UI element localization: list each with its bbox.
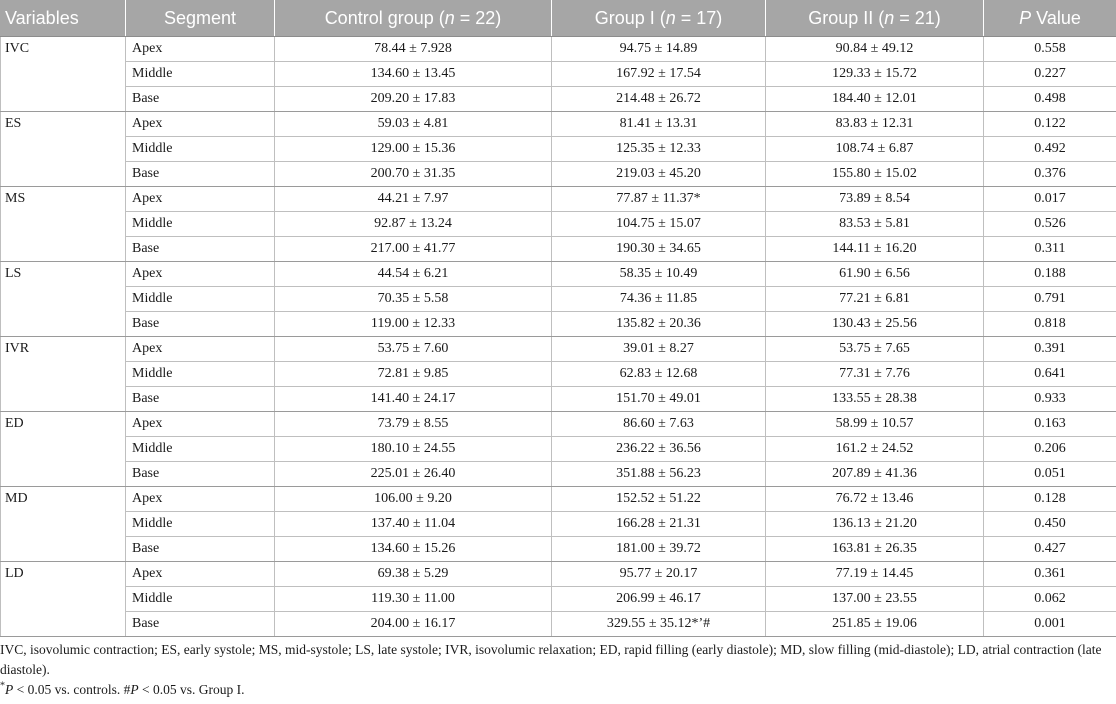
table-row bbox=[1, 37, 1116, 62]
p-symbol-1: P bbox=[5, 682, 14, 697]
header-p-value bbox=[984, 0, 1116, 37]
group1-value-cell: 152.52 ± 51.22 bbox=[552, 487, 766, 512]
table-row bbox=[1, 612, 1116, 637]
table-footnotes bbox=[0, 640, 1110, 700]
table-row bbox=[1, 437, 1116, 462]
control-value-cell: 73.79 ± 8.55 bbox=[275, 412, 552, 437]
variable-cell: IVC bbox=[1, 37, 126, 112]
p-value-cell: 0.051 bbox=[984, 462, 1116, 487]
group1-value-cell: 104.75 ± 15.07 bbox=[552, 212, 766, 237]
p-value-cell: 0.062 bbox=[984, 587, 1116, 612]
header-p-letter: P bbox=[1019, 7, 1032, 28]
group1-value-cell: 351.88 ± 56.23 bbox=[552, 462, 766, 487]
group1-value-cell: 94.75 ± 14.89 bbox=[552, 37, 766, 62]
table-row bbox=[1, 62, 1116, 87]
header-group2-prefix: Group II ( bbox=[808, 7, 885, 28]
header-control-group bbox=[275, 0, 552, 37]
group1-value-cell: 58.35 ± 10.49 bbox=[552, 262, 766, 287]
header-group2-n: n bbox=[884, 7, 895, 28]
header-row bbox=[1, 0, 1116, 37]
header-group1-prefix: Group I ( bbox=[594, 7, 666, 28]
header-group-1 bbox=[552, 0, 766, 37]
significance-footnote bbox=[0, 680, 1110, 700]
p-value-cell: 0.933 bbox=[984, 387, 1116, 412]
group2-value-cell: 163.81 ± 26.35 bbox=[766, 537, 984, 562]
significance-text-1: < 0.05 vs. controls. # bbox=[13, 682, 131, 697]
group2-value-cell: 144.11 ± 16.20 bbox=[766, 237, 984, 262]
segment-cell: Middle bbox=[126, 512, 275, 537]
group2-value-cell: 83.83 ± 12.31 bbox=[766, 112, 984, 137]
header-segment: Segment bbox=[126, 0, 275, 37]
table-row bbox=[1, 487, 1116, 512]
segment-cell: Apex bbox=[126, 112, 275, 137]
control-value-cell: 119.30 ± 11.00 bbox=[275, 587, 552, 612]
asterisk-symbol: * bbox=[0, 680, 5, 692]
group1-value-cell: 81.41 ± 13.31 bbox=[552, 112, 766, 137]
table-row bbox=[1, 537, 1116, 562]
header-p-suffix: Value bbox=[1031, 7, 1081, 28]
control-value-cell: 204.00 ± 16.17 bbox=[275, 612, 552, 637]
segment-cell: Base bbox=[126, 462, 275, 487]
table-row bbox=[1, 212, 1116, 237]
control-value-cell: 70.35 ± 5.58 bbox=[275, 287, 552, 312]
group2-value-cell: 83.53 ± 5.81 bbox=[766, 212, 984, 237]
control-value-cell: 225.01 ± 26.40 bbox=[275, 462, 552, 487]
segment-cell: Base bbox=[126, 537, 275, 562]
control-value-cell: 134.60 ± 15.26 bbox=[275, 537, 552, 562]
group2-value-cell: 76.72 ± 13.46 bbox=[766, 487, 984, 512]
group1-value-cell: 206.99 ± 46.17 bbox=[552, 587, 766, 612]
header-control-suffix: = 22) bbox=[454, 7, 502, 28]
table-row bbox=[1, 237, 1116, 262]
group1-value-cell: 125.35 ± 12.33 bbox=[552, 137, 766, 162]
group1-value-cell: 95.77 ± 20.17 bbox=[552, 562, 766, 587]
group2-value-cell: 77.19 ± 14.45 bbox=[766, 562, 984, 587]
control-value-cell: 44.54 ± 6.21 bbox=[275, 262, 552, 287]
control-value-cell: 200.70 ± 31.35 bbox=[275, 162, 552, 187]
group2-value-cell: 136.13 ± 21.20 bbox=[766, 512, 984, 537]
p-value-cell: 0.017 bbox=[984, 187, 1116, 212]
variable-cell: LS bbox=[1, 262, 126, 337]
segment-cell: Apex bbox=[126, 337, 275, 362]
variable-cell: MS bbox=[1, 187, 126, 262]
table-row bbox=[1, 587, 1116, 612]
control-value-cell: 69.38 ± 5.29 bbox=[275, 562, 552, 587]
p-value-cell: 0.526 bbox=[984, 212, 1116, 237]
group2-value-cell: 77.31 ± 7.76 bbox=[766, 362, 984, 387]
group2-value-cell: 184.40 ± 12.01 bbox=[766, 87, 984, 112]
control-value-cell: 53.75 ± 7.60 bbox=[275, 337, 552, 362]
control-value-cell: 44.21 ± 7.97 bbox=[275, 187, 552, 212]
significance-text-2: < 0.05 vs. Group I. bbox=[138, 682, 245, 697]
table-body bbox=[1, 37, 1116, 637]
group2-value-cell: 77.21 ± 6.81 bbox=[766, 287, 984, 312]
p-symbol-2: P bbox=[130, 682, 139, 697]
table-row bbox=[1, 137, 1116, 162]
group2-value-cell: 58.99 ± 10.57 bbox=[766, 412, 984, 437]
table-row bbox=[1, 262, 1116, 287]
p-value-cell: 0.001 bbox=[984, 612, 1116, 637]
segment-cell: Middle bbox=[126, 587, 275, 612]
group1-value-cell: 135.82 ± 20.36 bbox=[552, 312, 766, 337]
group2-value-cell: 108.74 ± 6.87 bbox=[766, 137, 984, 162]
group2-value-cell: 53.75 ± 7.65 bbox=[766, 337, 984, 362]
control-value-cell: 137.40 ± 11.04 bbox=[275, 512, 552, 537]
segment-cell: Base bbox=[126, 237, 275, 262]
group1-value-cell: 39.01 ± 8.27 bbox=[552, 337, 766, 362]
group1-value-cell: 62.83 ± 12.68 bbox=[552, 362, 766, 387]
p-value-cell: 0.498 bbox=[984, 87, 1116, 112]
header-variables: Variables bbox=[1, 0, 126, 37]
control-value-cell: 59.03 ± 4.81 bbox=[275, 112, 552, 137]
p-value-cell: 0.427 bbox=[984, 537, 1116, 562]
segment-cell: Apex bbox=[126, 187, 275, 212]
control-value-cell: 78.44 ± 7.928 bbox=[275, 37, 552, 62]
variable-cell: IVR bbox=[1, 337, 126, 412]
segment-cell: Apex bbox=[126, 412, 275, 437]
control-value-cell: 134.60 ± 13.45 bbox=[275, 62, 552, 87]
p-value-cell: 0.450 bbox=[984, 512, 1116, 537]
table-header bbox=[1, 0, 1116, 37]
header-group1-n: n bbox=[665, 7, 676, 28]
header-group1-suffix: = 17) bbox=[675, 7, 723, 28]
group1-value-cell: 190.30 ± 34.65 bbox=[552, 237, 766, 262]
table-row bbox=[1, 412, 1116, 437]
variable-cell: ED bbox=[1, 412, 126, 487]
abbreviations-footnote: IVC, isovolumic contraction; ES, early systole; MS, mid-systole; LS, late systole; IVR, isovolumic relaxation; ED, rapid filling (early diastole); MD, slow filling (mid-diastole); LD, atrial contraction (late diastole). bbox=[0, 642, 1102, 677]
segment-cell: Apex bbox=[126, 262, 275, 287]
p-value-cell: 0.492 bbox=[984, 137, 1116, 162]
p-value-cell: 0.361 bbox=[984, 562, 1116, 587]
table-row bbox=[1, 337, 1116, 362]
segment-cell: Base bbox=[126, 612, 275, 637]
group2-value-cell: 130.43 ± 25.56 bbox=[766, 312, 984, 337]
p-value-cell: 0.163 bbox=[984, 412, 1116, 437]
segment-cell: Base bbox=[126, 387, 275, 412]
segment-cell: Apex bbox=[126, 562, 275, 587]
p-value-cell: 0.391 bbox=[984, 337, 1116, 362]
table-row bbox=[1, 562, 1116, 587]
group1-value-cell: 151.70 ± 49.01 bbox=[552, 387, 766, 412]
table-row bbox=[1, 187, 1116, 212]
group1-value-cell: 166.28 ± 21.31 bbox=[552, 512, 766, 537]
p-value-cell: 0.376 bbox=[984, 162, 1116, 187]
p-value-cell: 0.641 bbox=[984, 362, 1116, 387]
p-value-cell: 0.311 bbox=[984, 237, 1116, 262]
p-value-cell: 0.128 bbox=[984, 487, 1116, 512]
segment-cell: Base bbox=[126, 312, 275, 337]
control-value-cell: 217.00 ± 41.77 bbox=[275, 237, 552, 262]
segment-cell: Base bbox=[126, 87, 275, 112]
variable-cell: ES bbox=[1, 112, 126, 187]
header-control-n: n bbox=[444, 7, 455, 28]
group2-value-cell: 207.89 ± 41.36 bbox=[766, 462, 984, 487]
table-row bbox=[1, 312, 1116, 337]
control-value-cell: 180.10 ± 24.55 bbox=[275, 437, 552, 462]
segment-cell: Middle bbox=[126, 62, 275, 87]
p-value-cell: 0.558 bbox=[984, 37, 1116, 62]
control-value-cell: 129.00 ± 15.36 bbox=[275, 137, 552, 162]
group1-value-cell: 181.00 ± 39.72 bbox=[552, 537, 766, 562]
control-value-cell: 119.00 ± 12.33 bbox=[275, 312, 552, 337]
p-value-cell: 0.818 bbox=[984, 312, 1116, 337]
group2-value-cell: 73.89 ± 8.54 bbox=[766, 187, 984, 212]
table-row bbox=[1, 462, 1116, 487]
variable-cell: LD bbox=[1, 562, 126, 637]
group2-value-cell: 133.55 ± 28.38 bbox=[766, 387, 984, 412]
header-group2-suffix: = 21) bbox=[894, 7, 941, 28]
group2-value-cell: 251.85 ± 19.06 bbox=[766, 612, 984, 637]
segment-cell: Middle bbox=[126, 212, 275, 237]
header-control-prefix: Control group ( bbox=[324, 7, 445, 28]
control-value-cell: 106.00 ± 9.20 bbox=[275, 487, 552, 512]
segment-cell: Middle bbox=[126, 437, 275, 462]
segment-cell: Middle bbox=[126, 362, 275, 387]
p-value-cell: 0.206 bbox=[984, 437, 1116, 462]
group2-value-cell: 155.80 ± 15.02 bbox=[766, 162, 984, 187]
table-row bbox=[1, 87, 1116, 112]
control-value-cell: 72.81 ± 9.85 bbox=[275, 362, 552, 387]
p-value-cell: 0.227 bbox=[984, 62, 1116, 87]
group1-value-cell: 236.22 ± 36.56 bbox=[552, 437, 766, 462]
segment-cell: Apex bbox=[126, 487, 275, 512]
group1-value-cell: 167.92 ± 17.54 bbox=[552, 62, 766, 87]
table-row bbox=[1, 112, 1116, 137]
variable-cell: MD bbox=[1, 487, 126, 562]
control-value-cell: 141.40 ± 24.17 bbox=[275, 387, 552, 412]
group1-value-cell: 214.48 ± 26.72 bbox=[552, 87, 766, 112]
group2-value-cell: 61.90 ± 6.56 bbox=[766, 262, 984, 287]
segment-cell: Middle bbox=[126, 137, 275, 162]
group1-value-cell: 77.87 ± 11.37* bbox=[552, 187, 766, 212]
header-group-2 bbox=[766, 0, 984, 37]
group2-value-cell: 137.00 ± 23.55 bbox=[766, 587, 984, 612]
control-value-cell: 92.87 ± 13.24 bbox=[275, 212, 552, 237]
group1-value-cell: 219.03 ± 45.20 bbox=[552, 162, 766, 187]
group2-value-cell: 90.84 ± 49.12 bbox=[766, 37, 984, 62]
group2-value-cell: 161.2 ± 24.52 bbox=[766, 437, 984, 462]
group1-value-cell: 329.55 ± 35.12*’# bbox=[552, 612, 766, 637]
p-value-cell: 0.791 bbox=[984, 287, 1116, 312]
table-row bbox=[1, 362, 1116, 387]
p-value-cell: 0.188 bbox=[984, 262, 1116, 287]
segment-cell: Base bbox=[126, 162, 275, 187]
table-row bbox=[1, 287, 1116, 312]
control-value-cell: 209.20 ± 17.83 bbox=[275, 87, 552, 112]
group1-value-cell: 74.36 ± 11.85 bbox=[552, 287, 766, 312]
table-row bbox=[1, 512, 1116, 537]
table-row bbox=[1, 162, 1116, 187]
group2-value-cell: 129.33 ± 15.72 bbox=[766, 62, 984, 87]
p-value-cell: 0.122 bbox=[984, 112, 1116, 137]
segment-cell: Apex bbox=[126, 37, 275, 62]
segment-cell: Middle bbox=[126, 287, 275, 312]
table-row bbox=[1, 387, 1116, 412]
group1-value-cell: 86.60 ± 7.63 bbox=[552, 412, 766, 437]
